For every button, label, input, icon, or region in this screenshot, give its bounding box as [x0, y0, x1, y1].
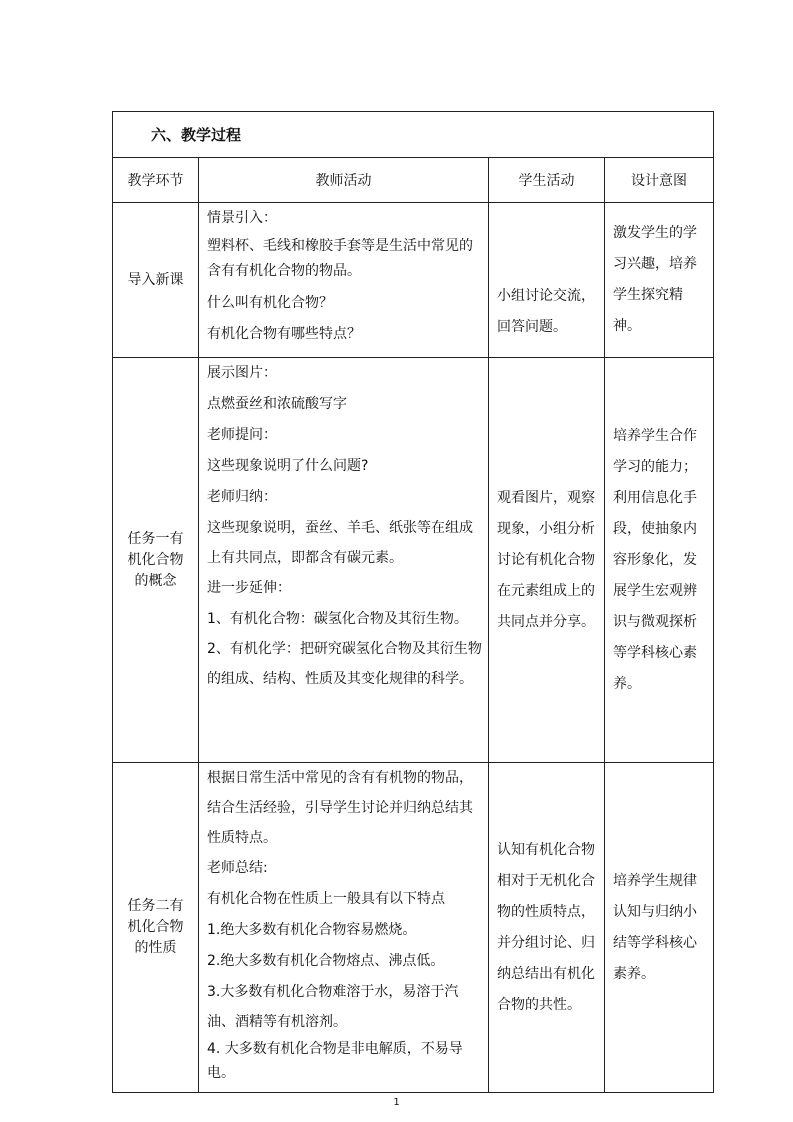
- student-activity-text: 认知有机化合物相对于无机化合物的性质特点，并分组讨论、归纳总结出有机化合物的共性。: [497, 841, 595, 1013]
- section-title-cell: [113, 112, 714, 158]
- page-number: 1: [393, 1097, 400, 1108]
- design-intent-cell: [605, 203, 714, 358]
- teacher-line: 老师提问：: [207, 427, 277, 443]
- teacher-line: 情景引入：: [207, 210, 277, 226]
- teacher-line: 2、有机化学：把研究碳氢化合物及其衍生物的组成、结构、性质及其变化规律的科学。: [207, 641, 482, 687]
- teacher-activity-cell: [199, 358, 489, 763]
- stage-cell: [113, 358, 199, 763]
- stage-label: 任务二有机化合物的性质: [127, 898, 184, 956]
- student-activity-text: 观看图片，观察现象，小组分析讨论有机化合物在元素组成上的共同点并分享。: [497, 489, 595, 630]
- header-stage: 教学环节: [113, 158, 199, 203]
- design-intent-text: 培养学生规律认知与归纳小结等学科核心素养。: [613, 872, 697, 982]
- teacher-line: 2.绝大多数有机化合物熔点、沸点低。: [207, 953, 445, 969]
- teacher-line: 有机化合物有哪些特点？: [207, 326, 361, 342]
- teacher-activity-cell: [199, 763, 489, 1093]
- design-intent-cell: [605, 763, 714, 1093]
- teacher-line: 1、有机化合物：碳氢化合物及其衍生物。: [207, 611, 468, 627]
- stage-cell: [113, 763, 199, 1093]
- teacher-line: 展示图片：: [207, 365, 277, 381]
- stage-label: 任务一有机化合物的概念: [127, 530, 184, 589]
- teacher-line: 进一步延伸：: [207, 580, 291, 596]
- teacher-line: 有机化合物在性质上一般具有以下特点: [207, 891, 445, 907]
- teacher-line: 塑料杯、毛线和橡胶手套等是生活中常见的含有有机化合物的物品。: [207, 238, 473, 279]
- teacher-line: 3.大多数有机化合物难溶于水，易溶于汽油、酒精等有机溶剂。: [207, 984, 459, 1030]
- section-title: 六、教学过程: [151, 126, 242, 144]
- stage-label: 导入新课: [127, 271, 184, 288]
- teacher-line: 这些现象说明了什么问题?: [207, 458, 369, 474]
- header-intent: 设计意图: [605, 158, 714, 203]
- stage-cell: [113, 203, 199, 358]
- teacher-line: 什么叫有机化合物？: [207, 295, 333, 311]
- student-activity-cell: [489, 763, 605, 1093]
- student-activity-cell: [489, 358, 605, 763]
- design-intent-cell: [605, 358, 714, 763]
- student-activity-text: 小组讨论交流，回答问题。: [497, 288, 595, 335]
- table-row: [113, 203, 714, 358]
- header-teacher: 教师活动: [199, 158, 489, 203]
- teacher-line: 这些现象说明，蚕丝、羊毛、纸张等在组成上有共同点，即都含有碳元素。: [207, 520, 473, 566]
- teacher-line: 老师归纳：: [207, 489, 277, 505]
- teaching-process-table: [112, 111, 714, 1093]
- teacher-activity-cell: [199, 203, 489, 358]
- teacher-line: 根据日常生活中常见的含有有机物的物品，结合生活经验，引导学生讨论并归纳总结其性质特点。: [207, 770, 473, 846]
- teacher-line: 老师总结:: [207, 860, 268, 876]
- teacher-line: 4. 大多数有机化合物是非电解质，不易导电。: [207, 1041, 463, 1081]
- header-student: 学生活动: [489, 158, 605, 203]
- teacher-line: 点燃蚕丝和浓硫酸写字: [207, 396, 347, 412]
- table-row: [113, 358, 714, 763]
- design-intent-text: 激发学生的学习兴趣，培养学生探究精神。: [613, 225, 697, 334]
- teacher-line: 1.绝大多数有机化合物容易燃烧。: [207, 922, 417, 938]
- student-activity-cell: [489, 203, 605, 358]
- table-row: [113, 763, 714, 1093]
- design-intent-text: 培养学生合作学习的能力； 利用信息化手段，使抽象内容形象化，发展学生宏观辨识与微观探析等学科核心素养。: [613, 427, 697, 692]
